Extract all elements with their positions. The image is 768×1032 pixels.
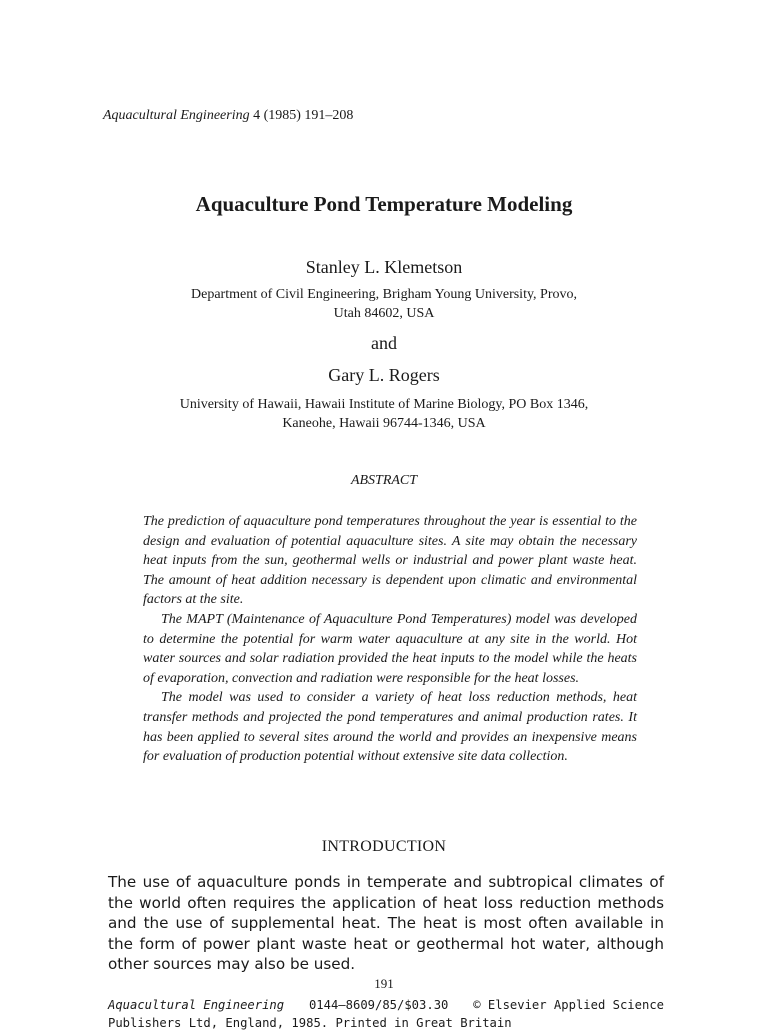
footer-issn: 0144–8609/85/$03.30 bbox=[308, 998, 449, 1012]
affiliation-1-line-1: Department of Civil Engineering, Brigham Young University, Provo, bbox=[191, 287, 577, 302]
footer-journal-name: Aquacultural Engineering bbox=[108, 998, 285, 1012]
author-name-2: Gary L. Rogers bbox=[328, 365, 440, 385]
author-separator: and bbox=[371, 333, 397, 353]
affiliation-2-line-1: University of Hawaii, Hawaii Institute of Marine Biology, PO Box 1346, bbox=[179, 397, 589, 412]
publication-footer bbox=[108, 996, 664, 1032]
author-name-1: Stanley L. Klemetson bbox=[305, 257, 463, 277]
journal-name: Aquacultural Engineering bbox=[103, 108, 250, 123]
introduction-heading: INTRODUCTION bbox=[321, 838, 447, 855]
footer-publisher-line: Publishers Ltd, England, 1985. Printed in Great Britain bbox=[108, 1016, 512, 1030]
paper-title: Aquaculture Pond Temperature Modeling bbox=[195, 192, 573, 216]
abstract-body bbox=[143, 512, 637, 767]
abstract-heading: ABSTRACT bbox=[350, 473, 418, 488]
footer-copyright: © Elsevier Applied Science bbox=[473, 998, 664, 1012]
abstract-paragraph-1: The prediction of aquaculture pond temperatures throughout the year is essential to the design and evaluation of potential aquaculture sites. A site may obtain the necessary heat inputs from the sun, geothermal wells or industrial and power plant waste heat. The amount of heat addition necessary is dependent upon climatic and environmental factors at the site. bbox=[143, 514, 637, 608]
journal-year-pages: (1985) 191–208 bbox=[263, 108, 354, 123]
abstract-paragraph-3: The model was used to consider a variety of heat loss reduction methods, heat transfer methods and projected the pond temperatures and animal production rates. It has been applied to several sites around the world and provides an inexpensive means for evaluation of production potential without extensive site data collection. bbox=[143, 690, 637, 765]
abstract-paragraph-2: The MAPT (Maintenance of Aquaculture Pond Temperatures) model was developed to determine the potential for warm water aquaculture at any site in the world. Hot water sources and solar radiation provided the heat inputs to the model while the heats of evaporation, convection and radiation were responsible for the heat losses. bbox=[143, 611, 637, 686]
page-number: 191 bbox=[374, 976, 394, 991]
affiliation-2-line-2: Kaneohe, Hawaii 96744-1346, USA bbox=[282, 416, 486, 431]
journal-citation bbox=[103, 108, 353, 124]
affiliation-1-line-2: Utah 84602, USA bbox=[333, 306, 435, 321]
introduction-paragraph: The use of aquaculture ponds in temperate and subtropical climates of the world often requires the application of heat loss reduction methods and the use of supplemental heat. The heat is most often available in the form of power plant waste heat or geothermal hot water, although other sources may also be used. bbox=[108, 873, 664, 973]
journal-volume: 4 bbox=[253, 108, 261, 123]
